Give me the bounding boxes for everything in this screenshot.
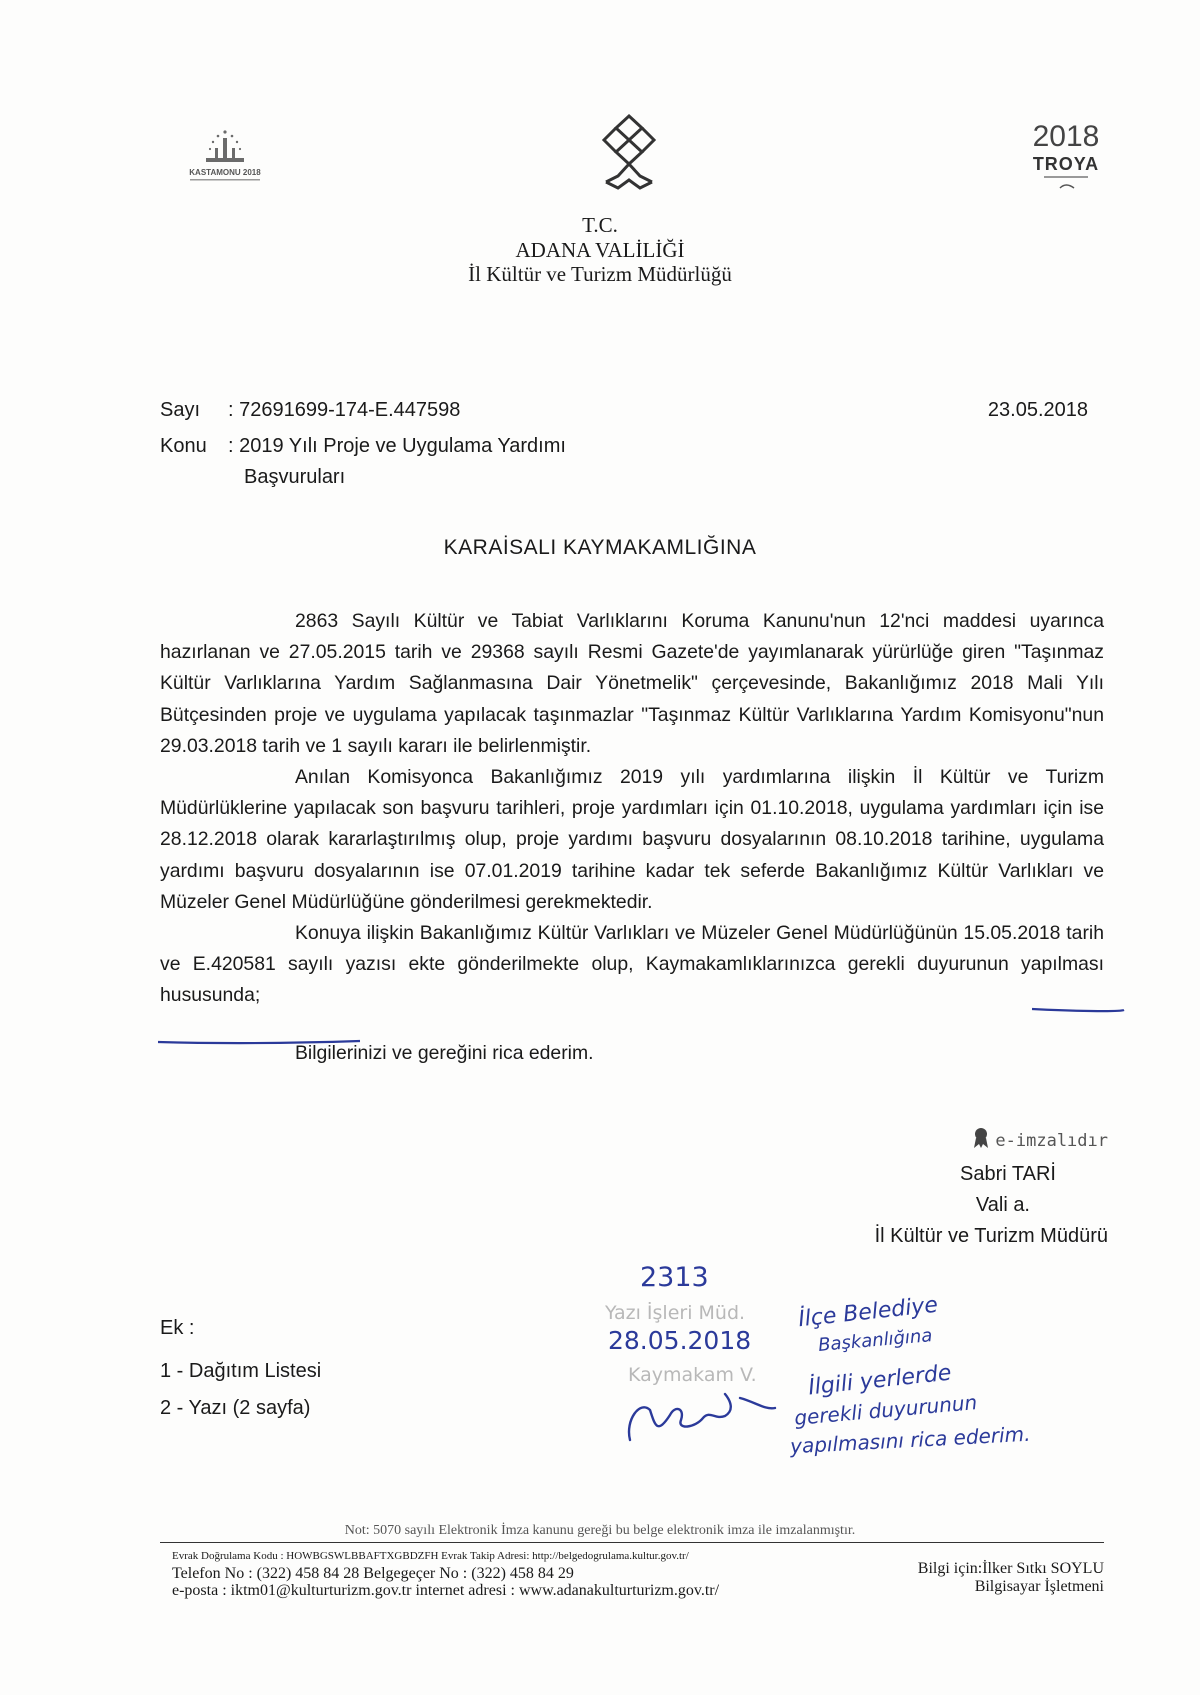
sayi-label: Sayı	[160, 399, 201, 421]
stamp-office: Yazı İşleri Müd.	[605, 1302, 746, 1324]
footer-phone: Telefon No : (322) 458 84 28 Belgegeçer No : (322) 458 84 29	[172, 1565, 574, 1582]
footer-info-role: Bilgisayar İşletmeni	[974, 1578, 1104, 1595]
stamp-unit: Kaymakam V.	[628, 1364, 757, 1386]
addressee: KARAİSALI KAYMAKAMLIĞINA	[443, 536, 757, 559]
body-paragraph-2: Anılan Komisyonca Bakanlığımız 2019 yılı yardımlarına ilişkin İl Kültür ve Turizm Müdürlüklerine yapılacak son başvuru tarihleri, proje yardımları için 01.10.2018, uygulama yardımları için ise 28.12.2018 olarak kararlaştırılmış olup, proje yardımı başvuru dosyalarının 08.10.2018 tarihine, uygulama yardımı başvuru dosyalarının ise 07.01.2019 tarihine kadar tek seferde Bakanlığımız Kültür Varlıkları ve Müzeler Genel Müdürlüğüne gönderilmesi gerekmektedir.	[160, 766, 1104, 913]
footer-info	[918, 1560, 1104, 1596]
konu-label: Konu	[160, 435, 207, 457]
troya-logo-text: TROYA	[1032, 154, 1100, 174]
handwritten-line-4: gerekli duyurunun	[793, 1390, 979, 1430]
header-directorate: İl Kültür ve Turizm Müdürlüğü	[468, 262, 732, 286]
footer-email: e-posta : iktm01@kulturturizm.gov.tr internet adresi : www.adanakulturturizm.gov.tr/	[172, 1582, 720, 1599]
footer-contact	[172, 1548, 719, 1599]
handwritten-line-5: yapılmasını rica ederim.	[789, 1421, 1031, 1459]
signer-title-1: Vali a.	[975, 1194, 1030, 1216]
e-signed-text: e-imzalıdır	[995, 1131, 1108, 1151]
ribbon-icon	[973, 1127, 989, 1159]
kastamonu-logo	[170, 120, 280, 190]
footer-e-signature-note: Not: 5070 sayılı Elektronik İmza kanunu gereği bu belge elektronik imza ile imzalanmıştır.	[344, 1523, 856, 1538]
attachments-block	[160, 1310, 321, 1427]
stamp-number: 2313	[640, 1262, 709, 1293]
troya-logo-year: 2018	[1032, 120, 1100, 153]
attachment-item-1: 1 - Dağıtım Listesi	[160, 1360, 322, 1382]
handwritten-line-2: Başkanlığına	[817, 1325, 934, 1356]
body-paragraph-4: Bilgilerinizi ve gereğini rica ederim.	[295, 1041, 594, 1064]
stamp-date: 28.05.2018	[608, 1326, 752, 1355]
pen-underline-marks	[150, 1000, 1130, 1050]
header-governorship: ADANA VALİLİĞİ	[515, 238, 685, 262]
konu-value-cont: Başvuruları	[244, 466, 346, 488]
troya-2018-logo	[1010, 118, 1120, 198]
signer-name: Sabri TARİ	[960, 1163, 1056, 1185]
footer-divider	[160, 1542, 1104, 1543]
body-paragraph-3: Konuya ilişkin Bakanlığımız Kültür Varlıkları ve Müzeler Genel Müdürlüğünün 15.05.2018 tarih ve E.420581 sayılı yazısı ekte gönderilmekte olup, Kaymakamlıklarınızca gerekli duyurunun yapılması hususunda;	[160, 922, 1104, 1007]
footer-info-contact: Bilgi için:İlker Sıtkı SOYLU	[917, 1560, 1104, 1577]
signer-title-2: İl Kültür ve Turizm Müdürü	[874, 1225, 1108, 1247]
handwritten-signature	[615, 1380, 785, 1460]
sayi-value: : 72691699-174-E.447598	[228, 399, 461, 421]
document-date: 23.05.2018	[987, 399, 1088, 421]
konu-value: : 2019 Yılı Proje ve Uygulama Yardımı	[228, 435, 566, 457]
handwritten-line-1: İlçe Belediye	[797, 1292, 940, 1333]
attachment-item-2: 2 - Yazı (2 sayfa)	[160, 1397, 311, 1419]
ministry-knot-logo	[598, 112, 660, 192]
footer-verification: Evrak Doğrulama Kodu : HOWBGSWLBBAFTXGBDZFH Evrak Takip Adresi: http://belgedogrulama.kultur.gov.tr/	[172, 1550, 689, 1562]
signature-block	[875, 1125, 1108, 1252]
header-tc: T.C.	[582, 213, 618, 237]
e-signed-line	[875, 1125, 1108, 1159]
body-paragraph-1: 2863 Sayılı Kültür ve Tabiat Varlıklarını Koruma Kanunu'nun 12'nci maddesi uyarınca hazırlanan ve 27.05.2015 tarih ve 29368 sayılı Resmi Gazete'de yayımlanarak yürürlüğe giren "Taşınmaz Kültür Varlıklarına Yardım Sağlanmasına Dair Yönetmelik" çerçevesinde, Bakanlığımız 2018 Mali Yılı Bütçesinden proje ve uygulama yapılacak taşınmazlar "Taşınmaz Kültür Varlıklarına Yardım Komisyonu"nun 29.03.2018 tarih ve 1 sayılı kararı ile belirlenmiştir.	[160, 610, 1104, 757]
attachments-label: Ek :	[160, 1317, 195, 1339]
handwritten-line-3: İlgili yerlerde	[807, 1360, 953, 1401]
kastamonu-logo-text: KASTAMONU 2018	[189, 168, 261, 177]
